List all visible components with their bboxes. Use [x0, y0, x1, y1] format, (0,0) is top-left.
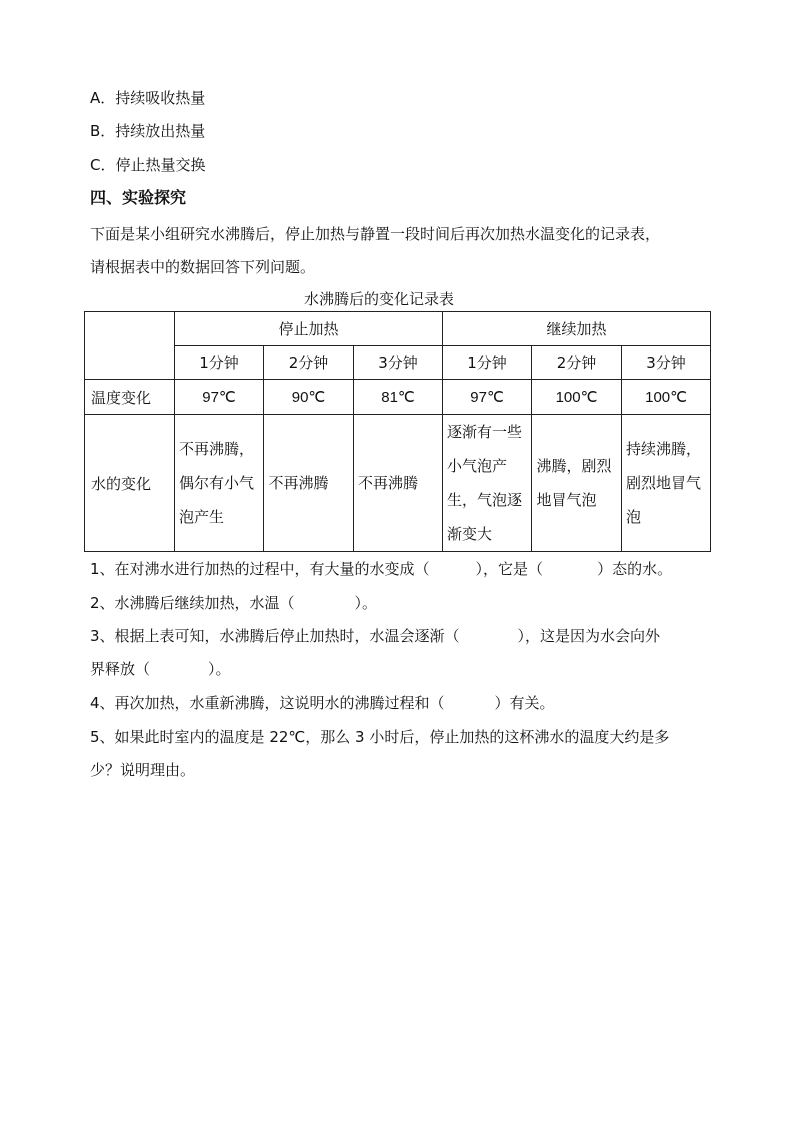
temperature-cell: 100℃ — [622, 380, 711, 415]
time-header: 3分钟 — [622, 346, 711, 380]
record-table — [84, 311, 711, 552]
water-change-text: 逐渐有一些小气泡产生，气泡逐渐变大 — [447, 423, 523, 543]
question-4: 4、再次加热，水重新沸腾，这说明水的沸腾过程和（ ）有关。 — [90, 694, 555, 712]
option-c: C．停止热量交换 — [90, 156, 206, 174]
question-2: 2、水沸腾后继续加热，水温（ ）。 — [90, 594, 378, 612]
water-change-text: 不再沸腾，偶尔有小气泡产生 — [179, 440, 255, 526]
group-continue-heating: 继续加热 — [443, 312, 711, 346]
question-3-line-1: 3、根据上表可知，水沸腾后停止加热时，水温会逐渐（ ），这是因为水会向外 — [90, 627, 661, 645]
intro-line-1: 下面是某小组研究水沸腾后，停止加热与静置一段时间后再次加热水温变化的记录表， — [90, 225, 661, 243]
question-5-line-2: 少？说明理由。 — [90, 761, 196, 779]
water-change-cell — [443, 415, 532, 552]
question-5-line-1: 5、如果此时室内的温度是 22℃，那么 3 小时后，停止加热的这杯沸水的温度大约是多 — [90, 728, 670, 746]
table-corner-cell — [85, 312, 175, 380]
group-stop-heating: 停止加热 — [175, 312, 443, 346]
table-title: 水沸腾后的变化记录表 — [303, 290, 454, 308]
time-header: 2分钟 — [264, 346, 354, 380]
water-change-text: 不再沸腾 — [268, 474, 329, 492]
time-header: 2分钟 — [532, 346, 622, 380]
water-change-text: 不再沸腾 — [358, 474, 419, 492]
water-change-text: 沸腾，剧烈地冒气泡 — [536, 457, 612, 509]
water-change-cell — [532, 415, 622, 552]
question-3-line-2: 界释放（ ）。 — [90, 660, 231, 678]
time-header: 1分钟 — [443, 346, 532, 380]
water-change-cell — [622, 415, 711, 552]
option-a: A．持续吸收热量 — [90, 89, 206, 107]
time-header: 1分钟 — [175, 346, 264, 380]
temperature-cell: 100℃ — [532, 380, 622, 415]
temperature-cell: 97℃ — [443, 380, 532, 415]
time-header: 3分钟 — [354, 346, 443, 380]
temperature-cell: 97℃ — [175, 380, 264, 415]
water-change-cell — [264, 415, 354, 552]
water-change-cell — [354, 415, 443, 552]
row-label-water: 水的变化 — [85, 415, 175, 552]
temperature-cell: 90℃ — [264, 380, 354, 415]
water-change-text: 持续沸腾，剧烈地冒气泡 — [626, 440, 702, 526]
water-change-cell — [175, 415, 264, 552]
intro-line-2: 请根据表中的数据回答下列问题。 — [90, 258, 316, 276]
option-b: B．持续放出热量 — [90, 122, 206, 140]
temperature-cell: 81℃ — [354, 380, 443, 415]
question-1: 1、在对沸水进行加热的过程中，有大量的水变成（ ），它是（ ）态的水。 — [90, 560, 673, 578]
section-heading: 四、实验探究 — [90, 188, 187, 207]
row-label-temperature: 温度变化 — [85, 380, 175, 415]
